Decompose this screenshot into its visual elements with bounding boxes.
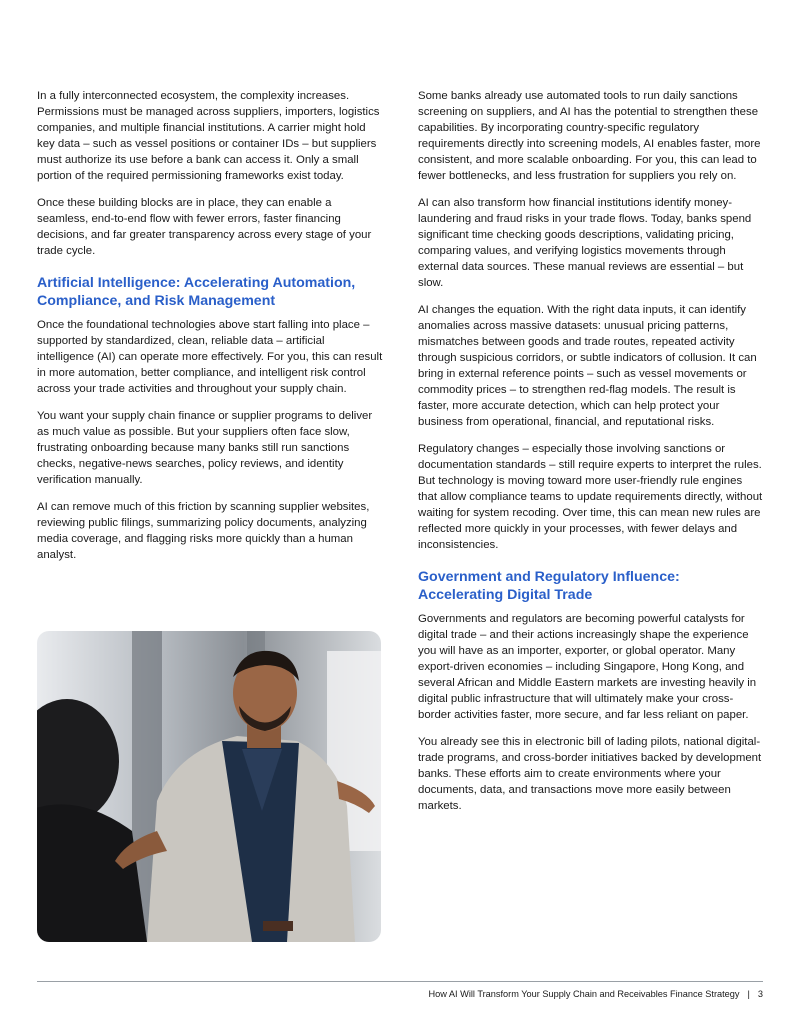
footer-separator: | [747, 989, 750, 999]
right-column [418, 88, 764, 825]
paragraph: You already see this in electronic bill of lading pilots, national digital-trade programs, and cross-border initiatives backed by development banks. These efforts aim to create environments where your documents, data, and transactions move more easily between markets. [418, 736, 762, 812]
paragraph: You want your supply chain finance or supplier programs to deliver as much value as possible. But your suppliers often face slow, frustrating onboarding because many banks still run sanctions checks, negative-news searches, policy reviews, and identity verification manually. [37, 410, 373, 486]
paragraph: Some banks already use automated tools to run daily sanctions screening on suppliers, and AI has the potential to strengthen these capabilities. By incorporating country-specific regulatory requirements directly into screening models, AI enables faster, more consistent, and more scalable onboarding. For you, this can lead to fewer bottlenecks, and less frustration for suppliers you rely on. [418, 90, 761, 182]
paragraph: AI can also transform how financial institutions identify money-laundering and fraud risks in your trade flows. Today, banks spend significant time checking goods descriptions, validating pricing, comparing values, and verifying logistics movements through external data sources. These manual reviews are essential – but slow. [418, 197, 752, 289]
businessman-photo [37, 631, 381, 942]
paragraph: Once the foundational technologies above start falling into place – supported by standardized, clean, reliable data – artificial intelligence (AI) can operate more effectively. For you, this can result in more automation, better compliance, and intelligent risk control across your trade activities and throughout your supply chain. [37, 319, 383, 395]
left-column [37, 88, 383, 574]
section-heading-government: Government and Regulatory Influence: Accelerating Digital Trade [418, 569, 680, 603]
page-footer [428, 989, 763, 999]
paragraph: Governments and regulators are becoming powerful catalysts for digital trade – and their actions increasingly shape the experience you will have as an importer, exporter, or global operator. Many export-driven economies – including Singapore, Hong Kong, and several African and Middle Eastern markets are investing heavily in digital public infrastructure that will ultimately make your cross-border activities faster, more secure, and far less reliant on paper. [418, 613, 757, 721]
section-heading-ai: Artificial Intelligence: Accelerating Automation, Compliance, and Risk Management [37, 275, 356, 309]
paragraph: Once these building blocks are in place, they can enable a seamless, end-to-end flow with fewer errors, faster financing decisions, and far greater transparency across every stage of your trade cycle. [37, 197, 372, 257]
paragraph: AI can remove much of this friction by scanning supplier websites, reviewing public filings, summarizing policy documents, analyzing media coverage, and flagging risks more quickly than a human analyst. [37, 501, 370, 561]
page-number: 3 [757, 989, 763, 999]
footer-divider [37, 981, 763, 982]
paragraph: Regulatory changes – especially those involving sanctions or documentation standards – still require experts to interpret the rules. But technology is moving toward more user-friendly rule engines that allow compliance teams to update requirements directly, without waiting for system recoding. Over time, this can mean new rules are reflected more quickly in your processes, with fewer delays and inconsistencies. [418, 443, 763, 551]
paragraph: AI changes the equation. With the right data inputs, it can identify anomalies across massive datasets: unusual pricing patterns, mismatches between goods and trade routes, repeated activity through suspicious corridors, or subtle indicators of collusion. It can bring in external reference points – such as vessel movements or commodity prices – to strengthen red-flag models. The result is faster, more accurate detection, which can help protect your business from operational, financial, and reputational risks. [418, 304, 757, 428]
photo-illustration [37, 631, 381, 942]
footer-title: How AI Will Transform Your Supply Chain and Receivables Finance Strategy [428, 989, 740, 999]
paragraph: In a fully interconnected ecosystem, the complexity increases. Permissions must be managed across suppliers, importers, logistics companies, and multiple financial institutions. A carrier might hold key data – such as vessel positions or container IDs – but suppliers must authorize its use before a bank can access it. Only a small portion of the required permissioning frameworks exist today. [37, 90, 380, 182]
